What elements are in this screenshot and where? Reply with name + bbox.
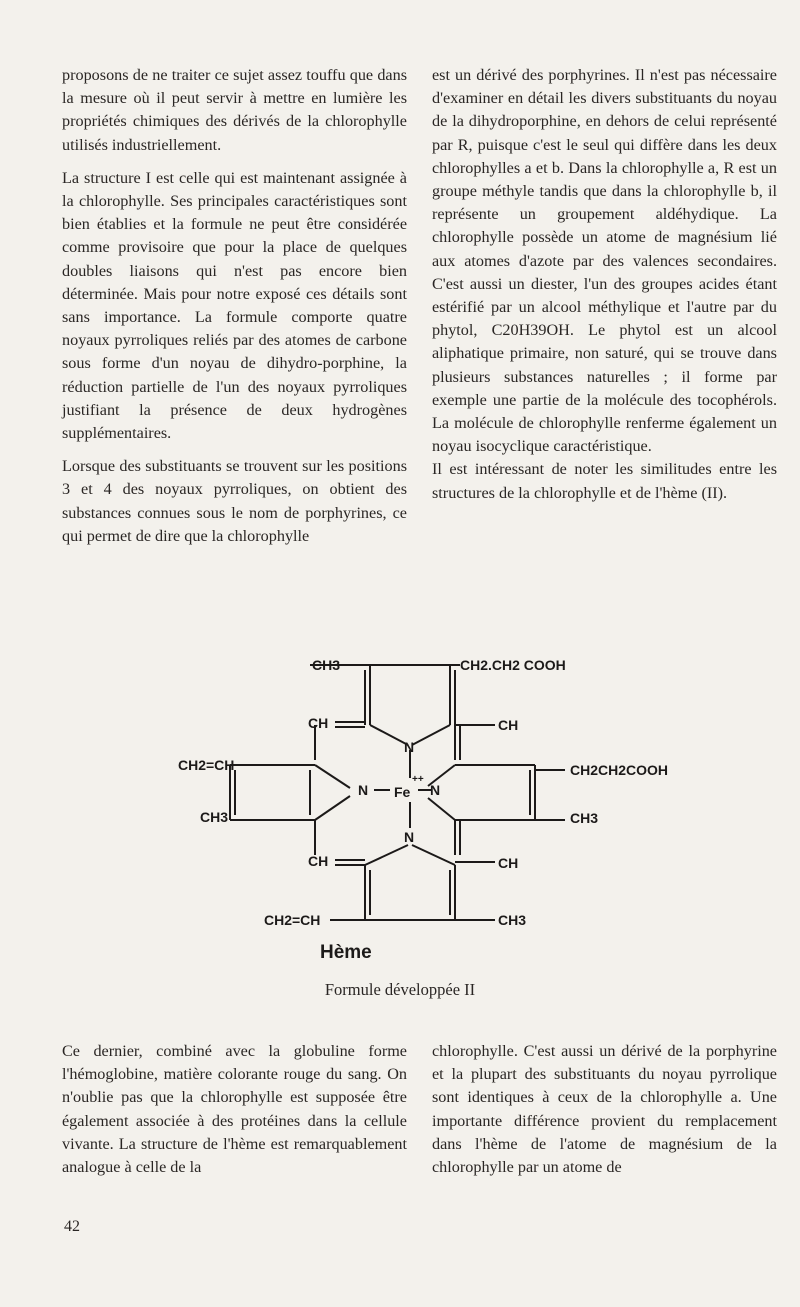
vinyl-left-label: CH2=CH: [178, 757, 235, 773]
paragraph: est un dérivé des porphyrines. Il n'est pas nécessaire d'examiner en détail les divers substituants du noyau de la dihydroporphine, en dehors de celui représenté par R, puisque c'est le seul qui diffère dans les deux chlorophylles a et b. Dans la chlorophylle a, R est un groupe méthyle tandis que dans la chlorophylle b, il représente un groupement aldéhydique. La chlorophylle possède un atome de magnésium lié aux atomes d'azote par des valences secondaires. C'est aussi un diester, l'un des groupes acides étant estérifié par un alcool méthylique et l'autre par du phytol, C20H39OH. Le phytol est un alcool aliphatique primaire, non saturé, qui se trouve dans plusieurs substances naturelles ; il forme par exemple une partie de la molécule des tocophérols. La molécule de chlorophylle renferme également un noyau isocyclique caractéristique.: [432, 66, 777, 456]
text-column-bottom-left: [62, 1040, 407, 1179]
ch3-right-label: CH3: [570, 810, 599, 826]
page-number: 42: [64, 1218, 80, 1235]
propionic-right-label: CH2CH2COOH: [570, 762, 669, 778]
heme-structure-figure: [160, 640, 720, 980]
n-right-label: N: [430, 782, 441, 798]
ch3-bottom-label: CH3: [498, 912, 527, 928]
paragraph: proposons de ne traiter ce sujet assez touffu que dans la mesure où il peut servir à mettre en lumière les propriétés chimiques des dérivés de la chlorophylle utilisés industriellement.: [62, 66, 407, 154]
vinyl-bottom-label: CH2=CH: [264, 912, 321, 928]
ch-right-bottom-label: CH: [498, 855, 519, 871]
n-top-label: N: [404, 739, 415, 755]
ch-right-top-label: CH: [498, 717, 519, 733]
heme-structure-diagram: [160, 640, 720, 980]
paragraph: Lorsque des substituants se trouvent sur les positions 3 et 4 des noyaux pyrroliques, on obtient des substances connues sous le nom de porphyrines, ce qui permet de dire que la chlorophylle: [62, 457, 407, 545]
ch-left-bottom-label: CH: [308, 853, 329, 869]
fe-charge-label: ++: [412, 774, 424, 785]
n-bottom-label: N: [404, 829, 415, 845]
paragraph: La structure I est celle qui est maintenant assignée à la chlorophylle. Ses principales caractéristiques sont bien établies et la formule ne peut être considérée comme provisoire que pour la place de quelques doubles liaisons qui n'est pas encore bien déterminée. Mais pour notre exposé ces détails sont sans importance. La formule comporte quatre noyaux pyrroliques reliés par des atomes de carbone sous forme d'un noyau de dihydro-porphine, la réduction partielle de l'un des noyaux pyrroliques justifiant la présence de deux hydrogènes supplémentaires.: [62, 168, 407, 443]
fe-label: Fe: [394, 784, 411, 800]
ch3-left-label: CH3: [200, 809, 229, 825]
n-left-label: N: [358, 782, 369, 798]
paragraph: Ce dernier, combiné avec la globuline forme l'hémoglobine, matière colorante rouge du sang. On n'oublie pas que la chlorophylle est supposée être également associée à des protéines dans la cellule vivante. La structure de l'hème est remarquablement analogue à celle de la: [62, 1042, 407, 1177]
paragraph: chlorophylle. C'est aussi un dérivé de la porphyrine et la plupart des substituants du noyau pyrrolique sont identiques à ceux de la chlorophylle a. Une importante différence provient du remplacement dans l'hème de l'atome de magnésium de la chlorophylle par un atome de: [432, 1042, 777, 1177]
figure-title: Hème: [320, 942, 372, 963]
text-column-top-left: [62, 64, 407, 548]
ch3-top-label: CH3: [312, 657, 341, 673]
figure-caption: Formule développée II: [324, 980, 476, 999]
text-column-bottom-right: [432, 1040, 777, 1179]
text-column-top-right: [432, 64, 777, 505]
propionic-top-label: CH2.CH2 COOH: [460, 657, 566, 673]
ch-left-top-label: CH: [308, 715, 329, 731]
paragraph: Il est intéressant de noter les similitudes entre les structures de la chlorophylle et de l'hème (II).: [432, 460, 777, 502]
